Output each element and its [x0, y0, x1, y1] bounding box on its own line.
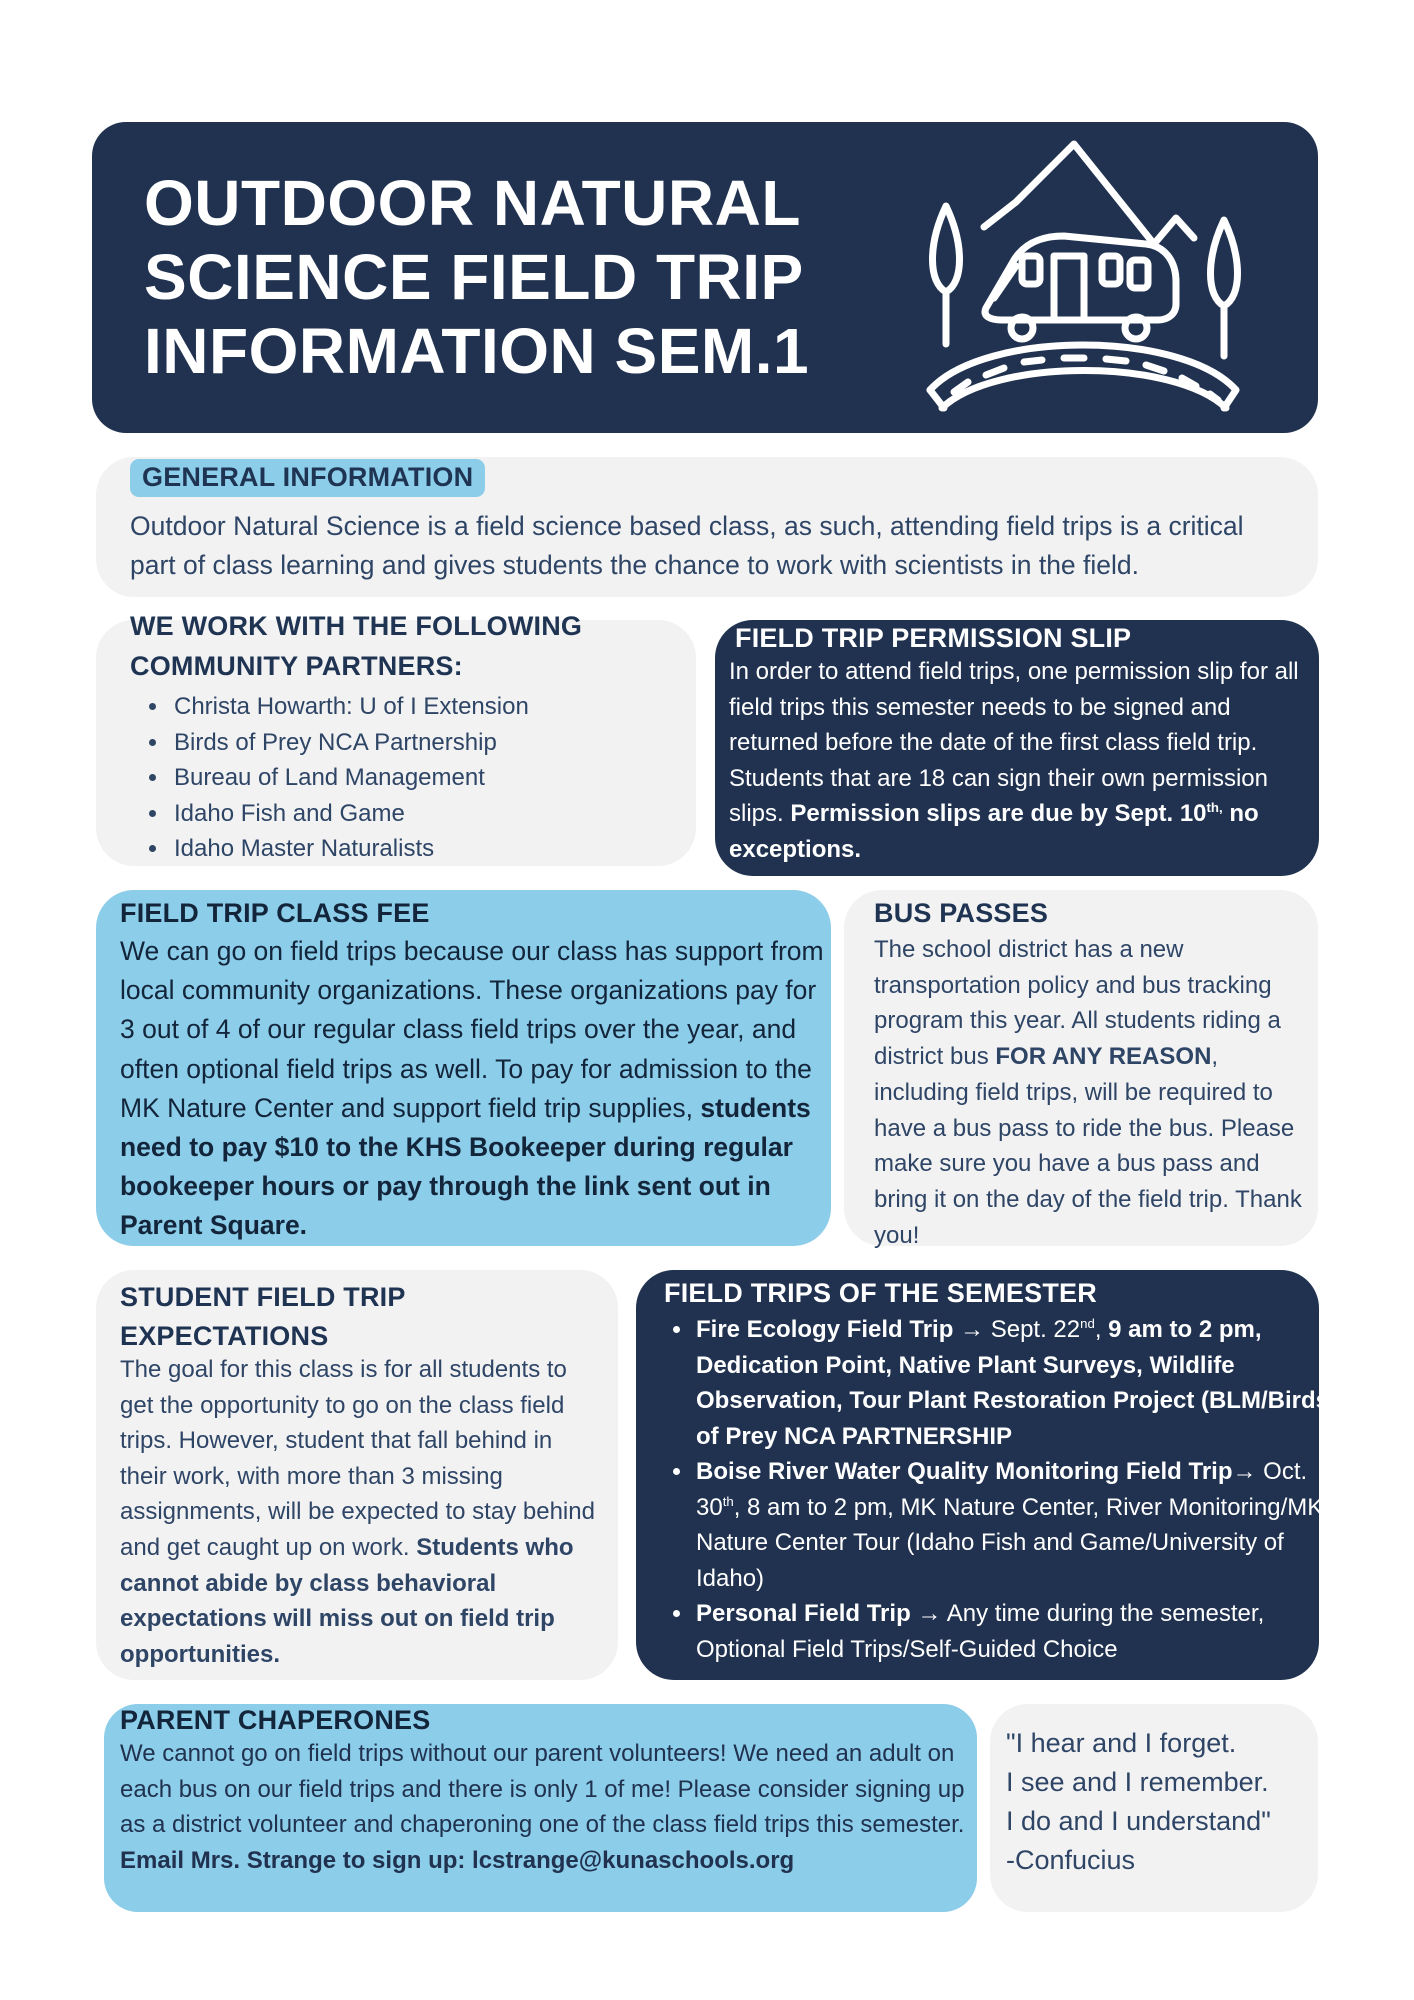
fee-payment-instruction: students need to pay $10 to the KHS Bookeeper during regular bookeeper hours or pay through the link sent out in Parent Square.	[120, 1092, 811, 1241]
list-item: • Fire Ecology Field Trip → Sept. 22nd, 9 am to 2 pm, Dedication Point, Native Plant Surveys, Wildlife Observation, Tour Plant Restoration Project (BLM/Birds of Prey NCA PARTNERSHIP	[694, 1312, 1334, 1454]
section-heading: WE WORK WITH THE FOLLOWING COMMUNITY PARTNERS:	[130, 611, 583, 681]
bus-passes-text: The school district has a new transportation policy and bus tracking program this year. All students riding a district bus FOR ANY REASON, including field trips, will be required to have a bus pass to ride the bus. Please make sure you have a bus pass and bring it on the day of the field trip. Thank you!	[874, 936, 1302, 1249]
quote-line: I see and I remember.	[1006, 1767, 1269, 1797]
chaperones-text: We cannot go on field trips without our parent volunteers! We need an adult on each bus on our field trips and there is only 1 of me! Please consider signing up as a district volunteer and chaperoning one of the class field trips this semester. Email Mrs. Strange to sign up: lcstrange@kunaschools.org	[120, 1740, 965, 1874]
signup-email-instruction: Email Mrs. Strange to sign up: lcstrange@kunaschools.org	[120, 1846, 795, 1874]
section-heading: STUDENT FIELD TRIP EXPECTATIONS	[120, 1282, 406, 1351]
partners-list	[134, 689, 529, 867]
title-line: OUTDOOR NATURAL	[144, 167, 801, 239]
section-heading: FIELD TRIP PERMISSION SLIP	[735, 623, 1132, 653]
class-fee-section	[96, 890, 831, 1246]
list-item: • Christa Howarth: U of I Extension	[170, 689, 529, 725]
expectations-section	[96, 1270, 618, 1680]
quote-attribution: -Confucius	[1006, 1845, 1136, 1875]
section-heading: GENERAL INFORMATION	[130, 459, 485, 497]
list-item: • Personal Field Trip → Any time during the semester, Optional Field Trips/Self-Guided Choice	[694, 1596, 1334, 1667]
community-partners-section	[96, 611, 696, 866]
permission-slip-text	[729, 654, 1309, 868]
confucius-quote	[1006, 1724, 1306, 1880]
permission-deadline: Permission slips are due by Sept. $10^{th,}$ no exceptions.	[729, 800, 1259, 863]
section-heading: FIELD TRIP CLASS FEE	[120, 898, 430, 928]
header-banner	[92, 122, 1318, 433]
section-heading: FIELD TRIPS OF THE SEMESTER	[664, 1278, 1097, 1308]
quote-line: "I hear and I forget.	[1006, 1728, 1237, 1758]
permission-body: In order to attend field trips, one permission slip for all field trips this semester needs to be signed and returned before the date of the first class field trip. Students that are 18 can sign their own permission slips.	[729, 658, 1299, 828]
quote-box	[990, 1704, 1318, 1912]
permission-slip-section	[715, 620, 1319, 876]
semester-field-trips-section	[636, 1270, 1329, 1680]
section-heading: PARENT CHAPERONES	[120, 1705, 431, 1735]
section-heading: BUS PASSES	[874, 898, 1049, 928]
list-item: • Idaho Fish and Game	[170, 796, 529, 832]
list-item: • Boise River Water Quality Monitoring Field Trip→ Oct. 30th, 8 am to 2 pm, MK Nature Center, River Monitoring/MK Nature Center Tour (Idaho Fish and Game/University of Idaho)	[694, 1454, 1334, 1596]
title-line: SCIENCE FIELD TRIP	[144, 241, 804, 313]
expectations-text: The goal for this class is for all students to get the opportunity to go on the class field trips. However, student that fall behind in their work, with more than 3 missing assignments, will be expected to stay behind and get caught up on work. Students who cannot abide by class behavioral expectations will miss out on field trip opportunities.	[120, 1356, 595, 1668]
page-title	[144, 166, 809, 388]
list-item: • Birds of Prey NCA Partnership	[170, 725, 529, 761]
bus-on-mountain-road-icon	[924, 132, 1242, 424]
class-fee-text: We can go on field trips because our class has support from local community organizations. These organizations pay for 3 out of 4 of our regular class field trips over the year, and often optional field trips as well. To pay for admission to the MK Nature Center and support field trip supplies, students need to pay $10 to the KHS Bookeeper during regular bookeeper hours or pay through the link sent out in Parent Square.	[120, 936, 824, 1241]
general-information-section	[96, 457, 1318, 597]
title-line: INFORMATION SEM.1	[144, 315, 810, 387]
quote-line: I do and I understand"	[1006, 1806, 1271, 1836]
behavior-warning: Students who cannot abide by class behavioral expectations will miss out on field trip opportunities.	[120, 1533, 574, 1668]
general-information-text: Outdoor Natural Science is a field science based class, as such, attending field trips is a critical part of class learning and gives students the chance to work with scientists in the field.	[130, 511, 1244, 580]
parent-chaperones-section	[104, 1704, 977, 1912]
list-item: • Bureau of Land Management	[170, 760, 529, 796]
bus-passes-section	[844, 890, 1318, 1249]
list-item: • Idaho Master Naturalists	[170, 831, 529, 867]
field-trips-list	[664, 1312, 1334, 1667]
